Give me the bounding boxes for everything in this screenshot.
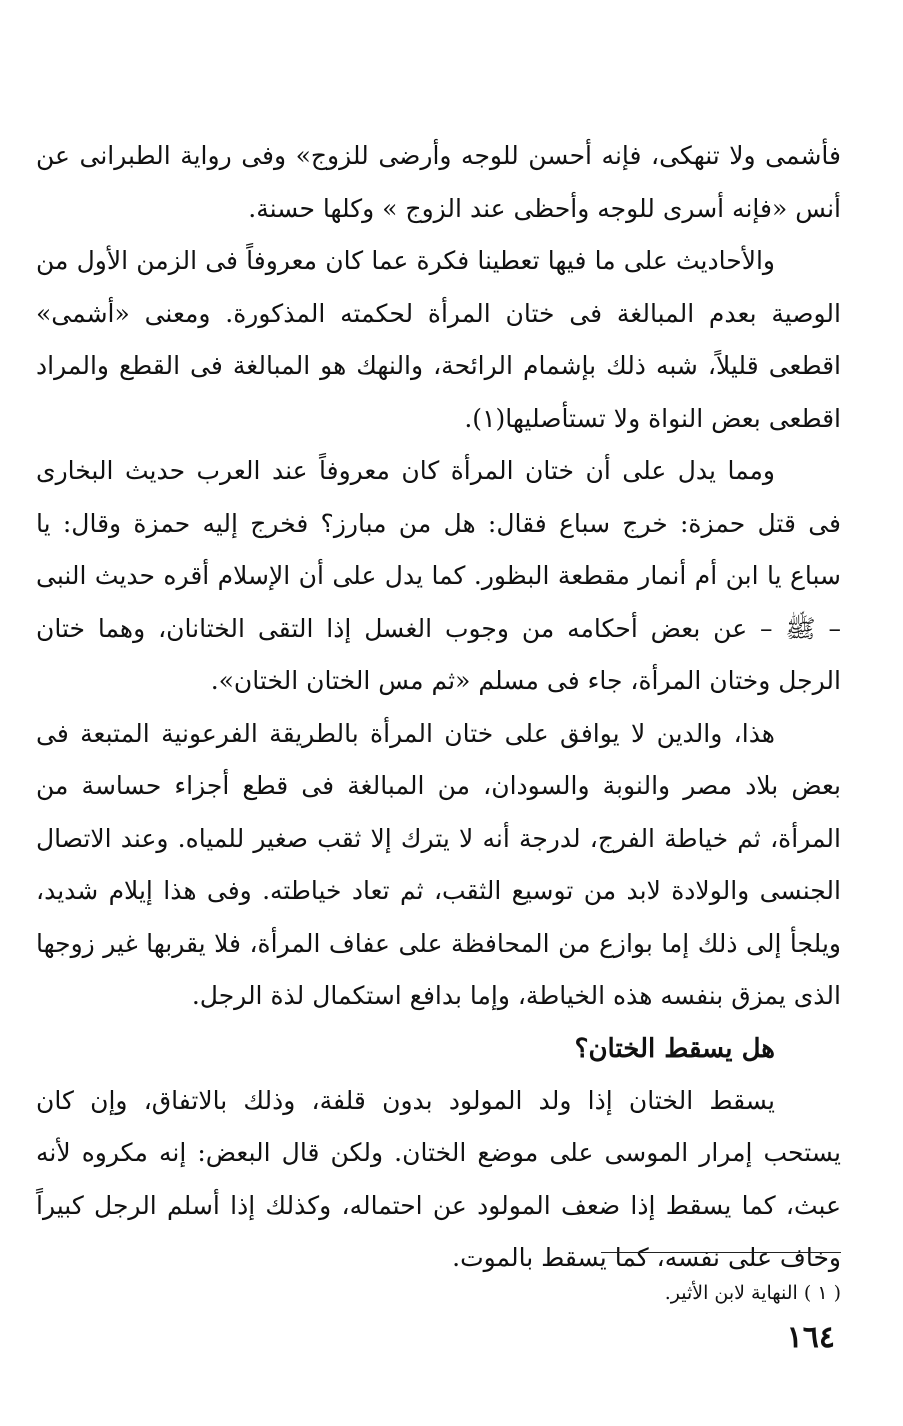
paragraph-1: فأشمى ولا تنهكى، فإنه أحسن للوجه وأرضى للزوج» وفى رواية الطبرانى عن أنس «فإنه أسرى للوجه وأحظى عند الزوج » وكلها حسنة. bbox=[36, 141, 841, 223]
page-number: ١٦٤ bbox=[786, 1320, 835, 1355]
paragraph-4: هذا، والدين لا يوافق على ختان المرأة بالطريقة الفرعونية المتبعة فى بعض بلاد مصر والنوبة والسودان، من المبالغة فى قطع أجزاء حساسة من المرأة، ثم خياطة الفرج، لدرجة أنه لا يترك إلا ثقب صغير للمياه. وعند الاتصال الجنسى والولادة لابد من توسيع الثقب، ثم تعاد خياطته. وفى هذا إيلام شديد، ويلجأ إلى ذلك إما بوازع من المحافظة على عفاف المرأة، فلا يقربها غير زوجها الذى يمزق بنفسه هذه الخياطة، وإما بدافع استكمال لذة الرجل. bbox=[36, 718, 841, 1010]
paragraph-3: ومما يدل على أن ختان المرأة كان معروفاً عند العرب حديث البخارى فى قتل حمزة: خرج سباع فقال: هل من مبارز؟ فخرج إليه حمزة وقال: يا سباع يا ابن أم أنمار مقطعة البظور. كما يدل على أن الإسلام أقره حديث النبى – ﷺ – عن بعض أحكامه من وجوب الغسل إذا التقى الختانان، وهما ختان الرجل وختان المرأة، جاء فى مسلم «ثم مس الختان الختان». bbox=[36, 456, 841, 695]
footnote-divider bbox=[601, 1252, 841, 1253]
body-text bbox=[36, 130, 841, 1285]
section-heading: هل يسقط الختان؟ bbox=[574, 1033, 775, 1064]
paragraph-5: يسقط الختان إذا ولد المولود بدون قلفة، وذلك بالاتفاق، وإن كان يستحب إمرار الموسى على موضع الختان. ولكن قال البعض: إنه مكروه لأنه عبث، كما يسقط إذا ضعف المولود عن احتماله، وكذلك إذا أسلم الرجل كبيراً وخاف على نفسه، كما يسقط بالموت. bbox=[36, 1085, 841, 1272]
paragraph-2: والأحاديث على ما فيها تعطينا فكرة عما كان معروفاً فى الزمن الأول من الوصية بعدم المبالغة فى ختان المرأة لحكمته المذكورة. ومعنى «أشمى» اقطعى قليلاً، شبه ذلك بإشمام الرائحة، والنهك هو المبالغة فى القطع والمراد اقطعى بعض النواة ولا تستأصليها(١). bbox=[36, 246, 842, 433]
footnote: ( ١ ) النهاية لابن الأثير. bbox=[664, 1282, 841, 1304]
